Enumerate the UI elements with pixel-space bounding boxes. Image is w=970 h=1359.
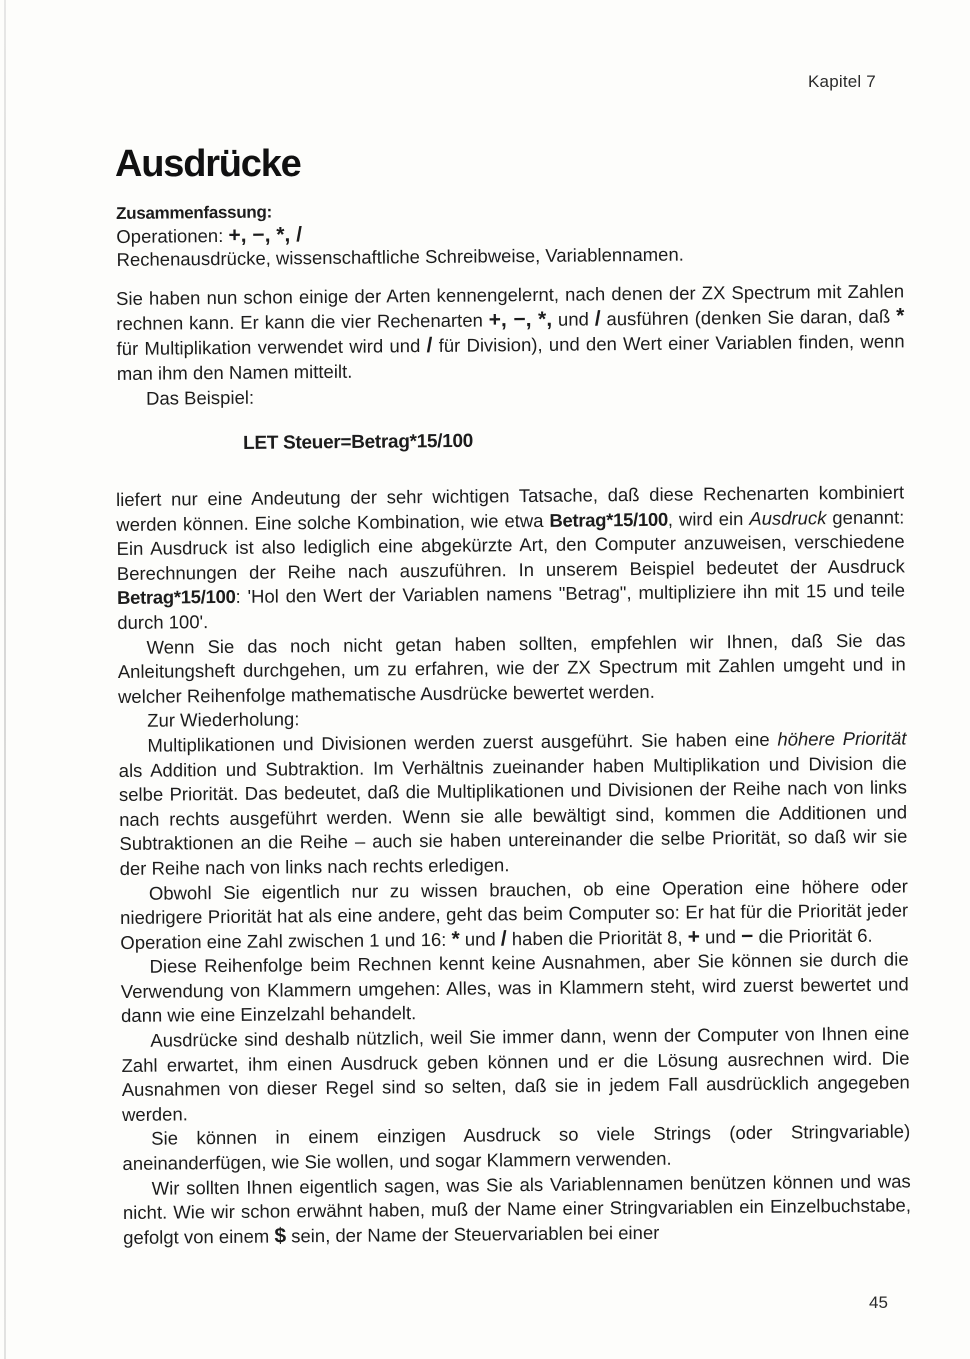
summary-heading: Zusammenfassung: [116,202,272,223]
chapter-label: Kapitel 7 [808,72,876,91]
operator-symbol: + [687,925,701,949]
intro-block [116,278,905,411]
paragraph-example-label: Das Beispiel: [145,386,255,409]
text-run: liefert nur eine Andeutung der sehr wichtigen Tatsache, daß diese Rechenarten kombiniert werden können. Eine solche Kombination, wie etwa [116,481,905,535]
scan-margin-line [4,0,6,1359]
paragraph-priority [118,726,907,881]
page-title: Ausdrücke [115,143,301,185]
text-run: sein, der Name der Steuervariablen bei einer [285,1221,660,1247]
paragraph-expression [116,480,905,635]
text-run: und [459,928,501,950]
operator-symbol: / [426,333,433,358]
operator-symbols: +, −, *, [488,307,553,332]
paragraph-intro [116,278,905,386]
text-run: ausführen (denken Sie daran, daß [600,305,897,330]
inline-code: Betrag*15/100 [116,586,236,609]
inline-code: Betrag*15/100 [549,508,668,531]
operator-symbol: * [451,927,460,951]
summary-topics: Rechenausdrücke, wissenschaftliche Schreibweise, Variablennamen. [116,243,684,270]
text-run: und [552,308,595,330]
paragraph-usefulness: Ausdrücke sind deshalb nützlich, weil Sie immer dann, wenn der Computer von Ihnen eine Zahl erwartet, ihm einen Ausdruck geben können und er die Lösung ausrechnen wird. Die Ausnahmen von dieser Regel sind so selten, daß sie in jedem Fall ausdrücklich angegeben werden. [121,1022,910,1125]
operations-label: Operationen: [116,224,229,247]
dollar-symbol: $ [274,1224,287,1248]
operator-symbol: / [500,926,507,951]
paragraph-manual: Wenn Sie das noch nicht getan haben sollten, empfehlen wir Ihnen, daß Sie das Anleitungsheft durchgehen, um zu erfahren, wie der ZX Spectrum mit Zahlen umgeht und in welcher Reihenfolge mathematische Ausdrücke bewertet werden. [117,628,906,707]
text-run: Sie haben nun schon einige der Arten kennengelernt, nach denen der ZX Spectrum mit Zahlen rechnen kann. Er kann die vier Rechenarten [116,280,905,334]
text-run: als Addition und Subtraktion. Im Verhältnis zueinander haben Multiplikation und Division die selbe Priorität. Das bedeutet, daß die Multiplikationen und Divisionen der Reihe nach von links nach rechts ausgeführt werden. Wenn sie alle bewältigt sind, kommen die Additionen und Subtraktionen an die Reihe – auch sie haben untereinander die selbe Priorität, so daß wir sie der Reihe nach von links nach rechts erledigen. [118,751,908,879]
paragraph-brackets: Diese Reihenfolge beim Rechnen kennt keine Ausnahmen, aber Sie können sie durch die Verwendung von Klammern umgehen: Alles, was in Klammern steht, wird zuerst bewertet und dann wie eine Einzelzahl behandelt. [120,948,909,1027]
text-run: genannt: Ein Ausdruck ist also lediglich eine abgekürzte Art, den Computer anzuweisen, verschiedene Berechnungen der Reihe nach auszuführen. In unserem Beispiel bedeutet der Ausdruck [116,506,905,584]
text-run: Multiplikationen und Divisionen werden zuerst ausgeführt. Sie haben eine [147,728,778,756]
text-run: und [699,925,742,948]
emphasis: höhere Priorität [777,727,907,750]
operations-symbols: +, −, *, / [228,223,303,247]
text-run: haben die Priorität 8, [506,926,688,949]
page-number: 45 [869,1293,888,1312]
text-run: für Multiplikation verwendet wird und [116,335,427,359]
operator-symbol: − [740,924,754,948]
text-run: , wird ein [667,507,750,530]
text-run: Wir sollten Ihnen eigentlich sagen, was Sie als Variablennamen benützen können und was nicht. Wie wir schon erwähnt haben, muß der Name einer Stringvariablen ein Einzelbuchstabe, gefolgt von einem [122,1170,912,1248]
operator-symbol: / [594,307,601,331]
text-run: : 'Hol den Wert der Variablen namens "Betrag", multipliziere ihn mit 15 und teile durch 100'. [117,579,906,633]
emphasis: Ausdruck [749,506,827,529]
text-run: Obwohl Sie eigentlich nur zu wissen brauchen, ob eine Operation eine höhere oder niedrigere Priorität hat als eine andere, geht das beim Computer so: Er hat für die Priorität jeder Operation eine Zahl zwischen 1 und 16: [120,874,909,953]
paragraph-strings: Sie können in einem einzigen Ausdruck so viele Strings (oder Stringvariable) aneinanderfügen, wie Sie wollen, und sogar Klammern verwenden. [122,1120,911,1174]
operator-symbol: * [896,304,905,328]
code-example: LET Steuer=Betrag*15/100 [243,430,474,454]
summary-block [116,194,905,271]
text-run: für Division), und den Wert einer Variablen finden, wenn man ihm den Namen mitteilt. [116,330,905,384]
paragraph-variable-names [123,1169,912,1250]
paragraph-priority-numbers [120,874,909,955]
text-run: die Priorität 6. [753,924,873,947]
paragraph-review-label: Zur Wiederholung: [147,708,300,732]
main-text-block [116,480,911,1250]
